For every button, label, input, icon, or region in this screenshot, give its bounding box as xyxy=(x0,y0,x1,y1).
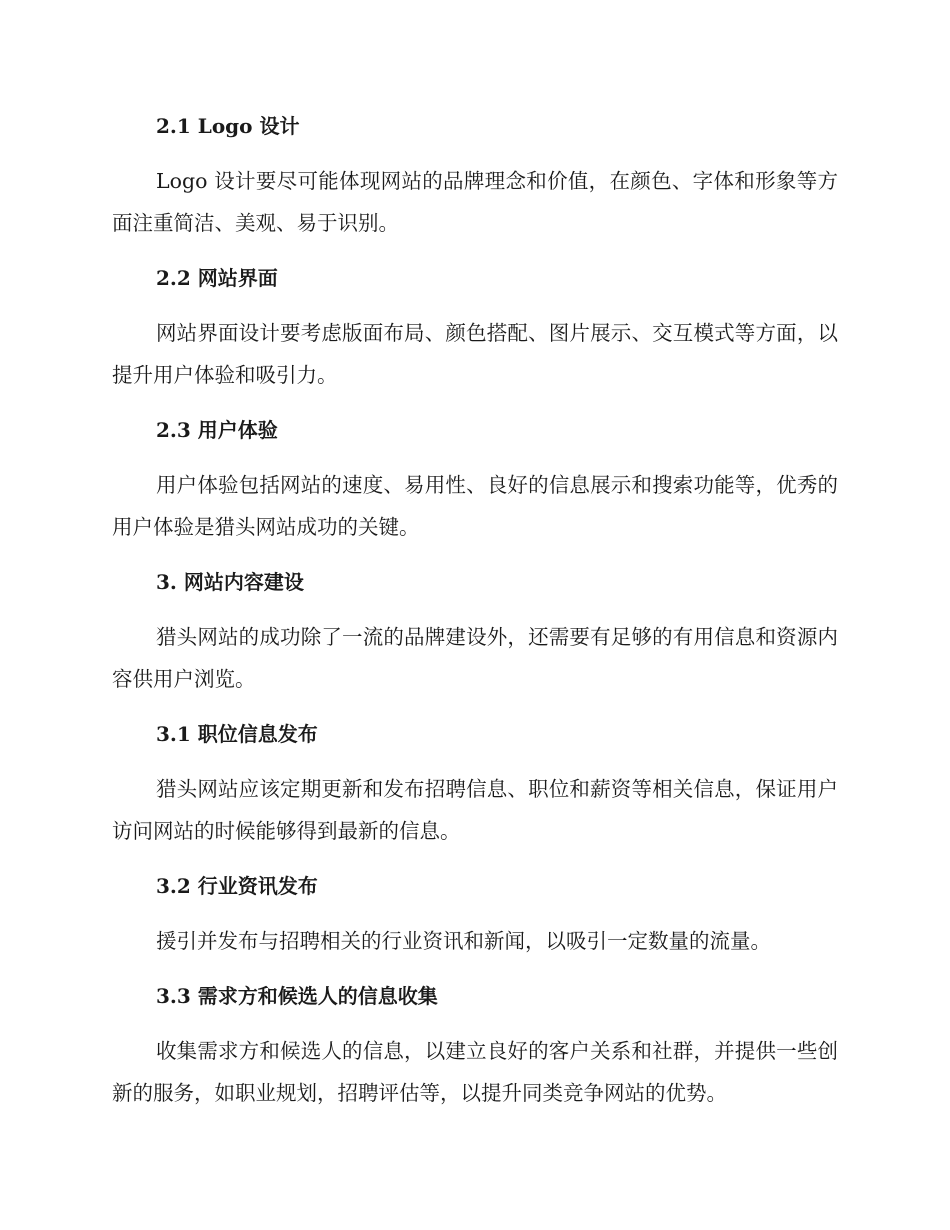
section-body-2-1: Logo 设计要尽可能体现网站的品牌理念和价值，在颜色、字体和形象等方面注重简洁、美观、易于识别。 xyxy=(112,169,838,235)
section-body-3-3: 收集需求方和候选人的信息，以建立良好的客户关系和社群，并提供一些创新的服务，如职业规划，招聘评估等，以提升同类竞争网站的优势。 xyxy=(112,1039,838,1105)
section-heading-2-3: 2.3 用户体验 xyxy=(156,418,278,442)
section-heading-3-2: 3.2 行业资讯发布 xyxy=(156,874,318,898)
section-heading-2-2: 2.2 网站界面 xyxy=(156,266,278,290)
section-body-2-3: 用户体验包括网站的速度、易用性、良好的信息展示和搜索功能等，优秀的用户体验是猎头网站成功的关键。 xyxy=(112,473,838,539)
section-body-3-1: 猎头网站应该定期更新和发布招聘信息、职位和薪资等相关信息，保证用户访问网站的时候能够得到最新的信息。 xyxy=(112,777,838,843)
section-heading-3-1: 3.1 职位信息发布 xyxy=(156,722,318,746)
section-heading-3-3: 3.3 需求方和候选人的信息收集 xyxy=(156,984,438,1008)
section-heading-3: 3. 网站内容建设 xyxy=(156,570,304,594)
document-page xyxy=(112,108,838,1130)
section-body-2-2: 网站界面设计要考虑版面布局、颜色搭配、图片展示、交互模式等方面，以提升用户体验和吸引力。 xyxy=(112,321,838,387)
section-heading-2-1: 2.1 Logo 设计 xyxy=(156,114,300,138)
section-body-3: 猎头网站的成功除了一流的品牌建设外，还需要有足够的有用信息和资源内容供用户浏览。 xyxy=(112,625,838,691)
section-body-3-2: 援引并发布与招聘相关的行业资讯和新闻，以吸引一定数量的流量。 xyxy=(156,929,771,953)
